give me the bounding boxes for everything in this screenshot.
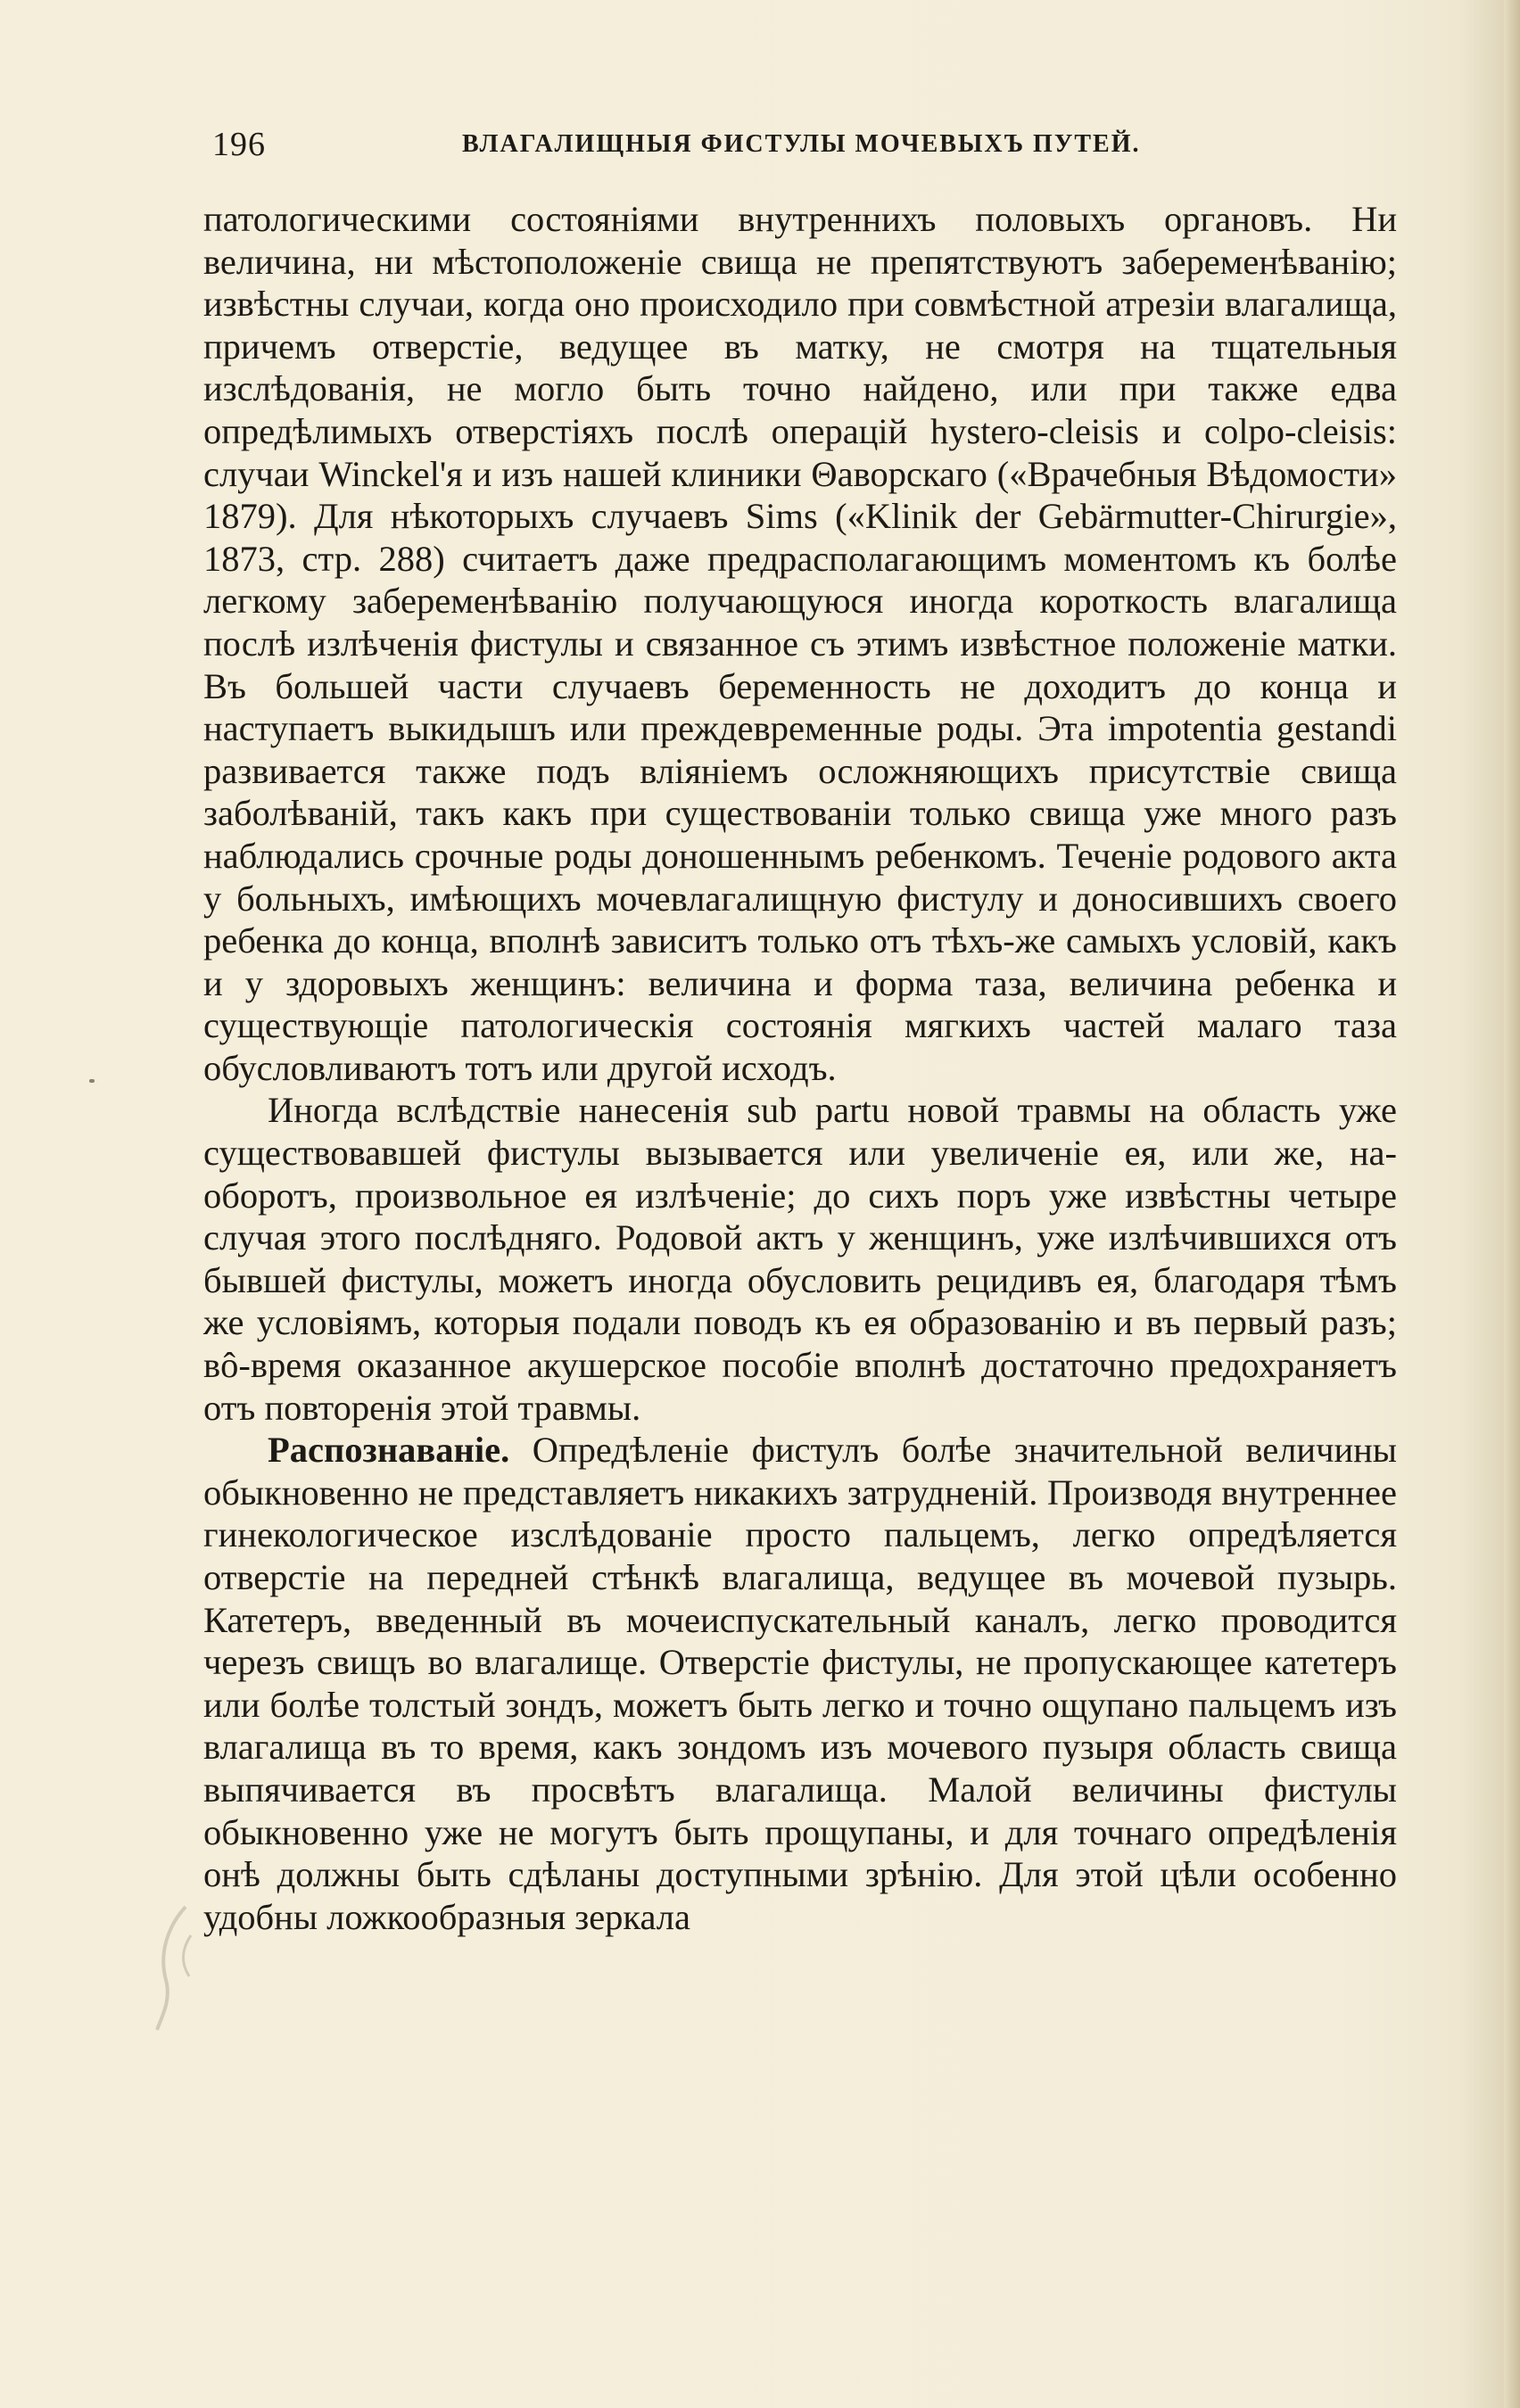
paragraph-continued: патологическими состояніями внутреннихъ половыхъ органовъ. Ни величина, ни мѣстоположеніе свища не препятствуютъ забеременѣванію; извѣстны случаи, когда оно происходило при совмѣстной атрезіи влагалища, причемъ отверстіе, ведущее въ матку, не смотря на тщательныя изслѣдованія, не могло быть точно найдено, или при также едва опредѣлимыхъ отверстіяхъ послѣ операцій hystero-cleisis и colpo-cleisis: случаи Winckel'я и изъ нашей клиники Θаворскаго («Врачебныя Вѣдомости» 1879). Для нѣкоторыхъ случаевъ Sims («Klinik der Gebärmutter-Chirurgie», 1873, стр. 288) считаетъ даже предрасполагающимъ моментомъ къ болѣе легкому забеременѣванію получающуюся иногда короткость влагалища послѣ излѣченія фистулы и связанное съ этимъ извѣстное положеніе матки. Въ большей части случаевъ беременность не доходитъ до конца и наступаетъ выкидышъ или преждевременные роды. Эта impotentia gestandi развивается также подъ вліяніемъ осложняющихъ присутствіе свища заболѣваній, такъ какъ при существованіи только свища уже много разъ наблюдались срочные роды доношеннымъ ребенкомъ. Теченіе родового акта у больныхъ, имѣющихъ мочевлагалищную фистулу и доносившихъ своего ребенка до конца, вполнѣ зависитъ только отъ тѣхъ-же самыхъ условій, какъ и у здоровыхъ женщинъ: величина и форма таза, величина ребенка и существующіе патологическія состоянія мягкихъ частей малаго таза обусловливаютъ тотъ или другой исходъ. [203, 199, 1397, 1088]
paragraph-trauma: Иногда вслѣдствіе нанесенія sub partu новой травмы на область уже существовавшей фистулы вызывается или увеличеніе ея, или же, на-оборотъ, произвольное ея излѣченіе; до сихъ поръ уже извѣстны четыре случая этого послѣдняго. Родовой актъ у женщинъ, уже излѣчившихся отъ бывшей фистулы, можетъ иногда обусловить рецидивъ ея, благодаря тѣмъ же условіямъ, которыя подали поводъ къ ея образованію и въ первый разъ; вô-время оказанное акушерское пособіе вполнѣ достаточно предохраняетъ отъ повторенія этой травмы. [203, 1090, 1397, 1428]
paragraph-diagnosis [203, 1429, 1397, 1938]
pencil-marginalia [150, 1900, 203, 2033]
margin-dot [89, 1079, 95, 1083]
section-run-in-heading: Распознаваніе. [268, 1430, 510, 1471]
page-edge [1504, 0, 1520, 2408]
running-title: ВЛАГАЛИЩНЫЯ ФИСТУЛЫ МОЧЕВЫХЪ ПУТЕЙ. [462, 130, 1141, 158]
page-header [203, 125, 1397, 178]
body-text [203, 198, 1397, 1938]
page-number: 196 [212, 126, 266, 163]
paragraph-diagnosis-text: Опредѣленіе фистулъ болѣе значительной величины обыкновенно не представляетъ никакихъ затрудненій. Производя внутреннее гинекологическое изслѣдованіе просто пальцемъ, легко опредѣляется отверстіе на передней стѣнкѣ влагалища, ведущее въ мочевой пузырь. Катетеръ, введенный въ мочеиспускательный каналъ, легко проводится черезъ свищъ во влагалище. Отверстіе фистулы, не пропускающее катетеръ или болѣе толстый зондъ, можетъ быть легко и точно ощупано пальцемъ изъ влагалища въ то время, какъ зондомъ изъ мочевого пузыря область свища выпячивается въ просвѣтъ влагалища. Малой величины фистулы обыкновенно уже не могутъ быть прощупаны, и для точнаго опредѣленія онѣ должны быть сдѣланы доступными зрѣнію. Для этой цѣли особенно удобны ложкообразныя зеркала [203, 1430, 1398, 1937]
